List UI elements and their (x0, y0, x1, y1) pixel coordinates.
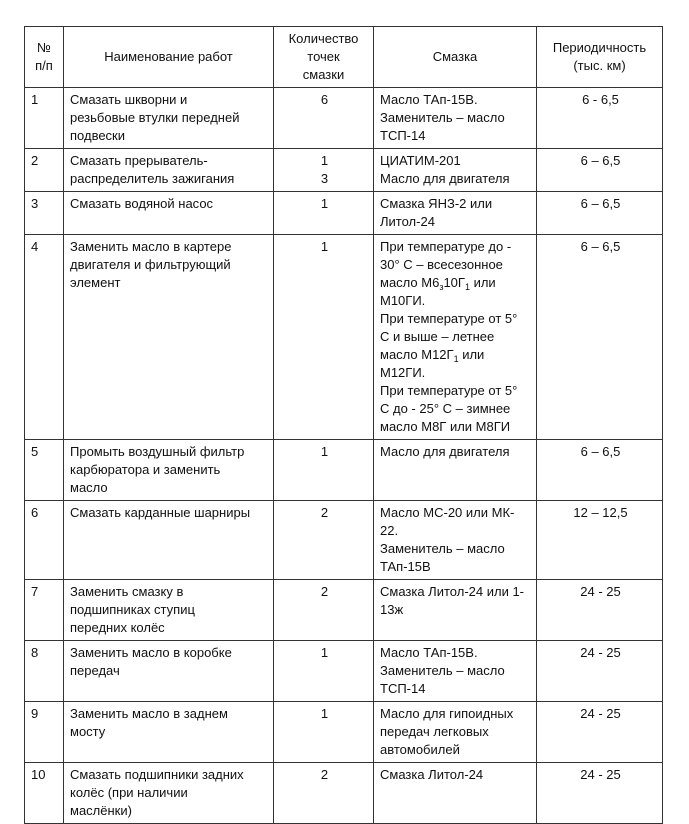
lubricant-line (380, 127, 532, 145)
periodicity: 12 – 12,5 (537, 501, 663, 580)
work-name-line: передних колёс (70, 620, 165, 635)
lube-points (274, 440, 374, 501)
work-name-line: Промыть воздушный фильтр (70, 444, 245, 459)
work-name (64, 235, 274, 440)
lubricant (374, 192, 537, 235)
work-name (64, 702, 274, 763)
lubricant-line (380, 766, 532, 784)
header-name: Наименование работ (64, 27, 274, 88)
work-name-line: Заменить смазку в (70, 584, 184, 599)
work-name-line: Смазать водяной насос (70, 196, 214, 211)
row-number: 1 (25, 88, 64, 149)
row-number: 6 (25, 501, 64, 580)
lubricant-text: С и выше – летнее (380, 329, 495, 344)
work-name-line: маслёнки) (70, 803, 132, 818)
lubricant-text: ЦИАТИМ-201 (380, 153, 461, 168)
lube-points-line: 1 (320, 196, 329, 211)
row-number: 2 (25, 149, 64, 192)
lubricant-text: Масло ТАп-15В. (380, 645, 478, 660)
lubricant-subscript: 1 (453, 354, 459, 364)
work-name-line: двигателя и фильтрующий (70, 257, 231, 272)
table-row (25, 641, 663, 702)
lube-points-line: 1 (320, 645, 329, 660)
table-row (25, 580, 663, 641)
lubricant-text: Заменитель – масло (380, 110, 505, 125)
row-number: 5 (25, 440, 64, 501)
work-name (64, 192, 274, 235)
lubricant-text: Масло для гипоидных (380, 706, 514, 721)
lube-points-line: 6 (320, 92, 329, 107)
lubricant-text: 10Г (443, 275, 465, 290)
lube-points-line: 1 (320, 239, 329, 254)
work-name (64, 580, 274, 641)
lubricant-text: С до - 25° С – зимнее (380, 401, 511, 416)
work-name-line: мосту (70, 724, 106, 739)
work-name-line: Смазать подшипники задних (70, 767, 244, 782)
lubricant-line (380, 418, 532, 436)
lubricant-line (380, 195, 532, 213)
header-points-line: смазки (302, 67, 345, 82)
row-number: 4 (25, 235, 64, 440)
periodicity: 6 – 6,5 (537, 149, 663, 192)
lubricant-text: Смазка ЯНЗ-2 или (380, 196, 493, 211)
table-row (25, 235, 663, 440)
lubricant-text: Заменитель – масло (380, 541, 505, 556)
header-num-line: п/п (35, 58, 53, 73)
work-name-line: Заменить масло в коробке (70, 645, 232, 660)
lubricant-subscript: 1 (464, 282, 470, 292)
lube-points (274, 641, 374, 702)
maintenance-table (24, 26, 663, 824)
lubricant-line (380, 504, 532, 522)
lube-points-line: 1 (320, 153, 329, 168)
lube-points-line: 2 (320, 584, 329, 599)
row-number: 10 (25, 763, 64, 824)
lubricant-line (380, 558, 532, 576)
lubricant-text: При температуре от 5° (380, 383, 518, 398)
lubricant-text: 30° С – всесезонное (380, 257, 503, 272)
lubricant (374, 440, 537, 501)
periodicity: 6 – 6,5 (537, 440, 663, 501)
table-row (25, 501, 663, 580)
row-number: 3 (25, 192, 64, 235)
lube-points (274, 702, 374, 763)
work-name-line: Смазать прерыватель- (70, 153, 208, 168)
lubricant (374, 501, 537, 580)
periodicity: 24 - 25 (537, 763, 663, 824)
lubricant-line (380, 540, 532, 558)
work-name-line: подшипниках ступиц (70, 602, 195, 617)
work-name-line: подвески (70, 128, 126, 143)
work-name-line: Заменить масло в заднем (70, 706, 228, 721)
lubricant-line (380, 400, 532, 418)
lube-points (274, 763, 374, 824)
lubricant-line (380, 170, 532, 188)
lubricant-line (380, 109, 532, 127)
table-row (25, 88, 663, 149)
header-points-line: точек (307, 49, 340, 64)
lubricant-line (380, 346, 532, 364)
periodicity: 6 – 6,5 (537, 192, 663, 235)
lubricant-line (380, 443, 532, 461)
work-name (64, 641, 274, 702)
lubricant-line (380, 310, 532, 328)
lubricant-line (380, 680, 532, 698)
lubricant-text: или (458, 347, 485, 362)
lubricant-text: При температуре от 5° (380, 311, 518, 326)
lubricant-line (380, 705, 532, 723)
header-points-line: Количество (288, 31, 359, 46)
table-header (25, 27, 663, 88)
lubricant-line (380, 238, 532, 256)
row-number: 7 (25, 580, 64, 641)
work-name-line: резьбовые втулки передней (70, 110, 240, 125)
lubricant-text: ТАп-15В (380, 559, 431, 574)
lubricant-line (380, 741, 532, 759)
lubricant-text: 13ж (380, 602, 404, 617)
lubricant-line (380, 583, 532, 601)
lubricant (374, 763, 537, 824)
lube-points (274, 235, 374, 440)
row-number: 8 (25, 641, 64, 702)
lubricant-line (380, 292, 532, 310)
periodicity: 24 - 25 (537, 702, 663, 763)
lubricant-line (380, 662, 532, 680)
header-period-line: (тыс. км) (573, 58, 626, 73)
lubricant (374, 149, 537, 192)
lubricant (374, 641, 537, 702)
lubricant (374, 580, 537, 641)
lubricant-line (380, 601, 532, 619)
lube-points-line: 1 (320, 706, 329, 721)
lube-points (274, 192, 374, 235)
work-name (64, 149, 274, 192)
lubricant-text: Масло МС-20 или МК- (380, 505, 515, 520)
lubricant-line (380, 522, 532, 540)
lube-points-line: 1 (320, 444, 329, 459)
lubricant-line (380, 723, 532, 741)
work-name (64, 440, 274, 501)
lubricant (374, 88, 537, 149)
lubricant-line (380, 91, 532, 109)
lubricant-line (380, 152, 532, 170)
header-num (25, 27, 64, 88)
lubricant-text: М10ГИ. (380, 293, 426, 308)
header-period (537, 27, 663, 88)
lube-points (274, 501, 374, 580)
work-name-line: Смазать карданные шарниры (70, 505, 251, 520)
lubricant-text: масло М12Г (380, 347, 454, 362)
table-row (25, 440, 663, 501)
lubricant-line (380, 213, 532, 231)
periodicity: 6 - 6,5 (537, 88, 663, 149)
lubricant-text: М12ГИ. (380, 365, 426, 380)
table-row (25, 149, 663, 192)
work-name-line: масло (70, 480, 108, 495)
header-row (25, 27, 663, 88)
lubricant-text: передач легковых (380, 724, 489, 739)
work-name (64, 501, 274, 580)
work-name-line: карбюратора и заменить (70, 462, 221, 477)
lube-points-line: 2 (320, 767, 329, 782)
lube-points (274, 88, 374, 149)
lube-points (274, 149, 374, 192)
header-num-line: № (37, 40, 51, 55)
lube-points-line: 2 (320, 505, 329, 520)
table-row (25, 702, 663, 763)
lubricant-text: ТСП-14 (380, 681, 426, 696)
lubricant-text: автомобилей (380, 742, 460, 757)
periodicity: 6 – 6,5 (537, 235, 663, 440)
lubricant-line (380, 644, 532, 662)
lube-points (274, 580, 374, 641)
lubricant-text: 22. (380, 523, 399, 538)
lubricant-text: масло М6 (380, 275, 440, 290)
lubricant-text: масло М8Г или М8ГИ (380, 419, 511, 434)
table-body (25, 88, 663, 824)
work-name-line: элемент (70, 275, 121, 290)
work-name-line: передач (70, 663, 120, 678)
header-points (274, 27, 374, 88)
lubricant-text: При температуре до - (380, 239, 512, 254)
header-period-line: Периодичность (552, 40, 647, 55)
work-name (64, 88, 274, 149)
header-lubricant: Смазка (374, 27, 537, 88)
lubricant-line (380, 364, 532, 382)
lubricant-text: Смазка Литол-24 или 1- (380, 584, 524, 599)
lubricant-text: или (469, 275, 496, 290)
work-name-line: Заменить масло в картере (70, 239, 232, 254)
work-name-line: Смазать шкворни и (70, 92, 188, 107)
row-number: 9 (25, 702, 64, 763)
lubricant-line (380, 328, 532, 346)
lubricant-line (380, 382, 532, 400)
lubricant (374, 702, 537, 763)
lubricant-text: Масло ТАп-15В. (380, 92, 478, 107)
lubricant-text: Заменитель – масло (380, 663, 505, 678)
lube-points-line: 3 (320, 171, 329, 186)
periodicity: 24 - 25 (537, 641, 663, 702)
lubricant-text: Смазка Литол-24 (380, 767, 484, 782)
lubricant-text: Литол-24 (380, 214, 435, 229)
lubricant-text: Масло для двигателя (380, 444, 510, 459)
periodicity: 24 - 25 (537, 580, 663, 641)
work-name-line: колёс (при наличии (70, 785, 188, 800)
work-name-line: распределитель зажигания (70, 171, 235, 186)
lubricant (374, 235, 537, 440)
lubricant-line (380, 256, 532, 274)
work-name (64, 763, 274, 824)
table-row (25, 192, 663, 235)
lubricant-text: Масло для двигателя (380, 171, 510, 186)
lubricant-text: ТСП-14 (380, 128, 426, 143)
table-row (25, 763, 663, 824)
lubricant-line (380, 274, 532, 292)
lubricant-subscript: з (439, 282, 444, 292)
